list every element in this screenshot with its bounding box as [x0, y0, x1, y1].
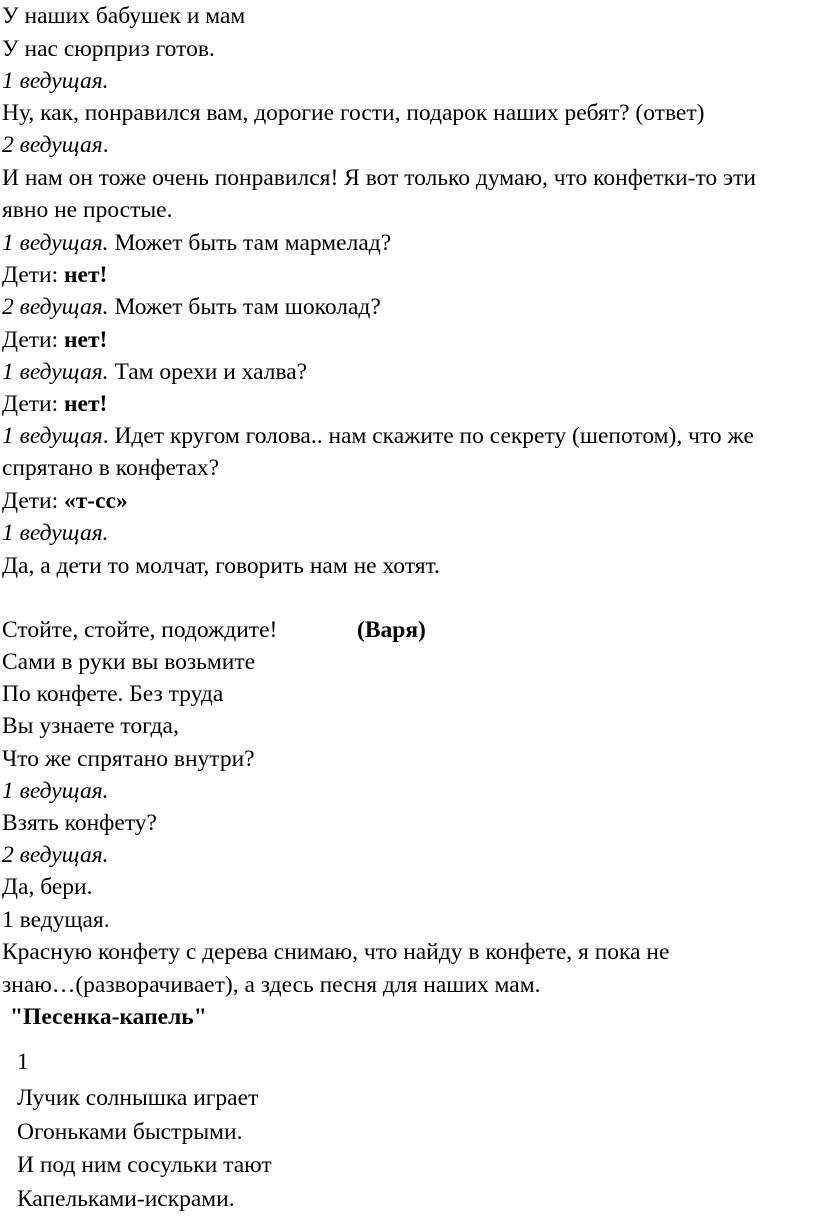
verse-line: Огоньками быстрыми.	[17, 1119, 243, 1145]
verse-line: Лучик солнышка играет	[17, 1085, 259, 1111]
song-title: "Песенка-капель"	[10, 1004, 207, 1030]
line-text: Там орехи и халва?	[108, 359, 308, 385]
speaker-label: 1 ведущая.	[2, 778, 109, 804]
speaker-label: Дети:	[2, 391, 64, 417]
verse-line: Капельками-искрами.	[17, 1186, 235, 1212]
speaker-label: 2 ведущая.	[2, 842, 109, 868]
text-line: спрятано в конфетах?	[2, 455, 220, 481]
speaker-label: Дети:	[2, 327, 64, 353]
text-line	[2, 227, 391, 259]
text-line: У нас сюрприз готов.	[2, 36, 215, 62]
punctuation: .	[102, 132, 109, 158]
text-line: явно не простые.	[2, 197, 173, 223]
line-text: . Идет кругом голова.. нам скажите по секрету (шепотом), что же	[102, 423, 754, 449]
text-line: знаю…(разворачивает), а здесь песня для наших мам.	[2, 972, 541, 998]
answer-text: нет!	[64, 327, 108, 353]
speaker-label: 1 ведущая.	[2, 907, 110, 933]
text-line: По конфете. Без труда	[2, 681, 224, 707]
text-line	[2, 259, 107, 291]
line-text: Может быть там мармелад?	[108, 230, 392, 256]
text-line	[2, 129, 109, 161]
text-line: Взять конфету?	[2, 810, 157, 836]
text-line: Ну, как, понравился вам, дорогие гости, подарок наших ребят? (ответ)	[2, 100, 705, 126]
line-text: Может быть там шоколад?	[108, 294, 381, 320]
verse-number: 1	[17, 1049, 29, 1075]
text-line: Вы узнаете тогда,	[2, 713, 179, 739]
text-line: Да, бери.	[2, 874, 93, 900]
speaker-label: Дети:	[2, 262, 64, 288]
text-line	[2, 356, 307, 388]
speaker-label: 1 ведущая.	[2, 68, 109, 94]
text-line: Красную конфету с дерева снимаю, что найду в конфете, я пока не	[2, 939, 670, 965]
speaker-label: 2 ведущая	[2, 132, 103, 158]
text-line: Сами в руки вы возьмите	[2, 649, 256, 675]
text-line	[2, 291, 381, 323]
text-line: И нам он тоже очень понравился! Я вот только думаю, что конфетки-то эти	[2, 165, 756, 191]
answer-text: «т-сс»	[64, 488, 128, 514]
speaker-label: 1 ведущая.	[2, 359, 109, 385]
speaker-label: 1 ведущая.	[2, 520, 109, 546]
answer-text: нет!	[64, 262, 108, 288]
text-line	[2, 485, 128, 517]
text-line: У наших бабушек и мам	[2, 3, 246, 29]
speaker-label: Дети:	[2, 488, 64, 514]
text-line	[2, 420, 754, 452]
line-text: Стойте, стойте, подождите!	[2, 617, 278, 643]
speaker-label: 2 ведущая.	[2, 294, 109, 320]
text-line	[2, 388, 107, 420]
text-line: Что же спрятано внутри?	[2, 746, 255, 772]
performer-name: (Варя)	[357, 617, 426, 643]
text-line	[2, 324, 107, 356]
answer-text: нет!	[64, 391, 108, 417]
speaker-label: 1 ведущая	[2, 423, 103, 449]
verse-line: И под ним сосульки тают	[17, 1152, 272, 1178]
speaker-label: 1 ведущая.	[2, 230, 109, 256]
text-line: Да, а дети то молчат, говорить нам не хотят.	[2, 553, 440, 579]
text-line	[2, 614, 602, 646]
